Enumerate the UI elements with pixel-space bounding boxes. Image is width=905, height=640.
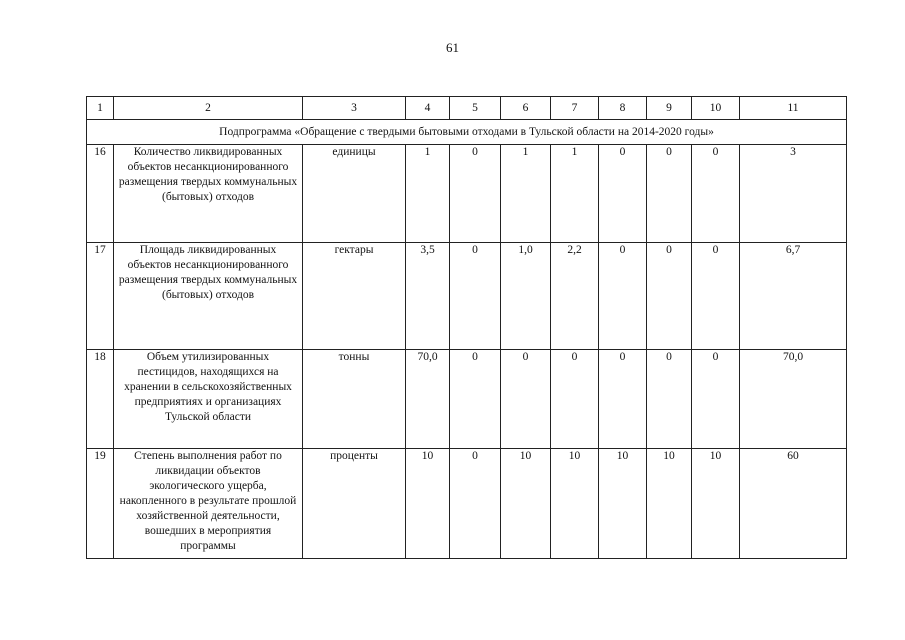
indicator-table bbox=[86, 96, 847, 559]
value-cell: 1 bbox=[501, 145, 551, 243]
value-cell: 0 bbox=[450, 350, 501, 449]
value-cell: 0 bbox=[599, 145, 647, 243]
column-header: 3 bbox=[303, 97, 406, 120]
indicator-name: Количество ликвидированных объектов несанкционированного размещения твердых коммунальных (бытовых) отходов bbox=[114, 145, 303, 243]
column-header: 4 bbox=[406, 97, 450, 120]
value-cell: 2,2 bbox=[551, 243, 599, 350]
column-header: 2 bbox=[114, 97, 303, 120]
value-cell: 10 bbox=[692, 449, 740, 559]
total-cell: 60 bbox=[740, 449, 847, 559]
column-header: 11 bbox=[740, 97, 847, 120]
row-number: 18 bbox=[87, 350, 114, 449]
table-header-row bbox=[87, 97, 847, 120]
column-header: 9 bbox=[647, 97, 692, 120]
total-cell: 70,0 bbox=[740, 350, 847, 449]
table-row bbox=[87, 350, 847, 449]
indicator-name: Степень выполнения работ по ликвидации объектов экологического ущерба, накопленного в результате прошлой хозяйственной деятельности, вошедших в мероприятия программы bbox=[114, 449, 303, 559]
table-row bbox=[87, 145, 847, 243]
value-cell: 10 bbox=[647, 449, 692, 559]
row-number: 16 bbox=[87, 145, 114, 243]
value-cell: 70,0 bbox=[406, 350, 450, 449]
column-header: 5 bbox=[450, 97, 501, 120]
table-row bbox=[87, 243, 847, 350]
value-cell: 0 bbox=[450, 449, 501, 559]
row-number: 19 bbox=[87, 449, 114, 559]
value-cell: 0 bbox=[450, 145, 501, 243]
value-cell: 0 bbox=[450, 243, 501, 350]
value-cell: 0 bbox=[647, 243, 692, 350]
column-header: 6 bbox=[501, 97, 551, 120]
column-header: 8 bbox=[599, 97, 647, 120]
unit-cell: тонны bbox=[303, 350, 406, 449]
value-cell: 1,0 bbox=[501, 243, 551, 350]
indicator-name: Объем утилизированных пестицидов, находящихся на хранении в сельскохозяйственных предприятиях и организациях Тульской области bbox=[114, 350, 303, 449]
value-cell: 0 bbox=[647, 350, 692, 449]
value-cell: 10 bbox=[406, 449, 450, 559]
unit-cell: единицы bbox=[303, 145, 406, 243]
column-header: 1 bbox=[87, 97, 114, 120]
value-cell: 0 bbox=[692, 243, 740, 350]
table-row bbox=[87, 449, 847, 559]
value-cell: 0 bbox=[692, 350, 740, 449]
value-cell: 0 bbox=[551, 350, 599, 449]
total-cell: 3 bbox=[740, 145, 847, 243]
value-cell: 0 bbox=[501, 350, 551, 449]
unit-cell: проценты bbox=[303, 449, 406, 559]
subprogram-row bbox=[87, 120, 847, 145]
value-cell: 0 bbox=[599, 350, 647, 449]
column-header: 10 bbox=[692, 97, 740, 120]
value-cell: 0 bbox=[599, 243, 647, 350]
value-cell: 10 bbox=[551, 449, 599, 559]
row-number: 17 bbox=[87, 243, 114, 350]
value-cell: 3,5 bbox=[406, 243, 450, 350]
page-number: 61 bbox=[446, 40, 459, 55]
value-cell: 0 bbox=[692, 145, 740, 243]
value-cell: 10 bbox=[599, 449, 647, 559]
value-cell: 10 bbox=[501, 449, 551, 559]
unit-cell: гектары bbox=[303, 243, 406, 350]
value-cell: 0 bbox=[647, 145, 692, 243]
total-cell: 6,7 bbox=[740, 243, 847, 350]
value-cell: 1 bbox=[551, 145, 599, 243]
indicator-name: Площадь ликвидированных объектов несанкционированного размещения твердых коммунальных (бытовых) отходов bbox=[114, 243, 303, 350]
subprogram-title: Подпрограмма «Обращение с твердыми бытовыми отходами в Тульской области на 2014-2020 годы» bbox=[87, 120, 847, 145]
column-header: 7 bbox=[551, 97, 599, 120]
value-cell: 1 bbox=[406, 145, 450, 243]
